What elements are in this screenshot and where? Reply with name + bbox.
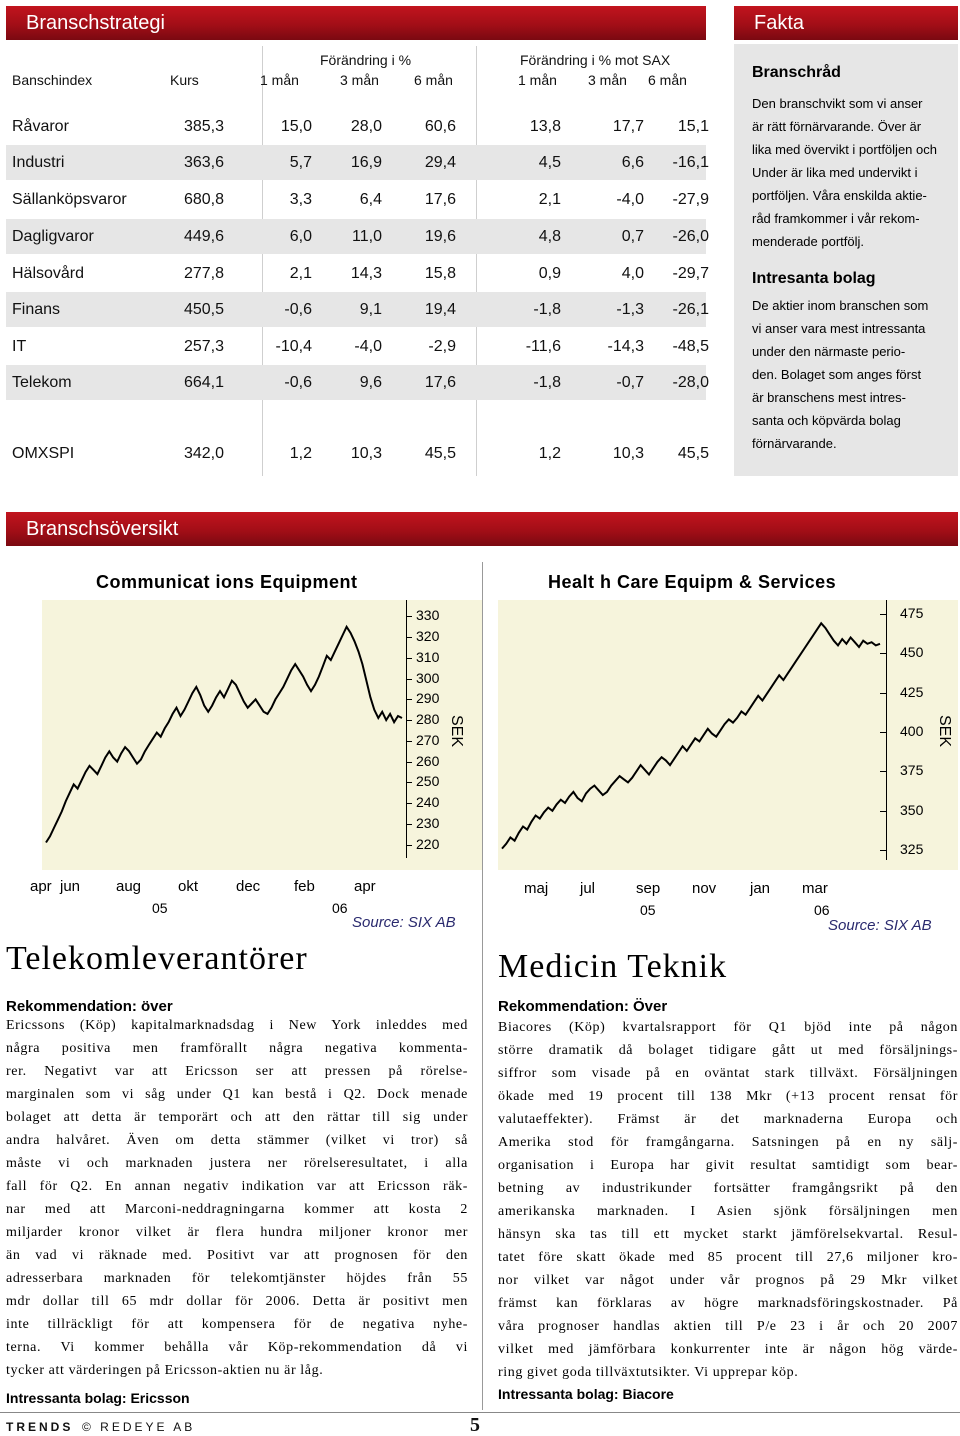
chart1-ytick-mark — [406, 782, 412, 783]
table-cell: 9,1 — [359, 301, 382, 318]
row-label: Sällanköpsvaror — [12, 191, 127, 208]
text-line: är rätt förnärvarande. Över är — [752, 119, 922, 134]
text-line: är branschens mest intres- — [752, 390, 906, 405]
chart1-xtick-label: jun — [60, 878, 81, 895]
text-line: vi anser vara mest intressanta — [752, 321, 926, 336]
table-cell: 6,0 — [289, 228, 312, 245]
table-row — [6, 145, 709, 180]
article1-title: Telekomleverantörer — [6, 940, 308, 977]
chart2-ytick-mark — [880, 811, 886, 812]
chart1-ytick-label: 310 — [416, 648, 440, 665]
article-line: nor vilket var något under vår prognos på 29 Mkr vilket — [498, 1273, 958, 1288]
chart2-ytick-label: 450 — [900, 644, 924, 661]
table-cell: 1,2 — [289, 445, 312, 462]
chart1-ytick-label: 240 — [416, 794, 440, 811]
table-cell: -11,6 — [525, 338, 561, 355]
article-line: rer. Negativt var att Ericsson ser att pressen på rörelse- — [6, 1064, 468, 1079]
column-header: 6 mån — [414, 72, 453, 88]
article-line: fall för Q2. En annan negativ indikation var att Ericsson räk- — [6, 1179, 468, 1194]
table-cell: 14,3 — [350, 265, 382, 282]
chart2-ytick-mark — [880, 653, 886, 654]
chart1-plot — [42, 600, 407, 870]
table-cell: 680,8 — [183, 191, 224, 208]
chart2-ytick-label: 350 — [900, 801, 924, 818]
table-cell: -1,8 — [533, 374, 561, 391]
table-row — [6, 219, 709, 254]
table-cell: 10,3 — [350, 445, 382, 462]
article-line: valutaeffekter). Främst är det marknaderna Europa och — [498, 1112, 958, 1127]
article-line: Amerika stod för framgångarna. Satsningen på en ny sälj- — [498, 1135, 958, 1150]
chart2-ylabel: SEK — [936, 714, 954, 748]
chart2-xtick-label: mar — [802, 880, 828, 897]
article1-recommendation: Rekommendation: över — [6, 998, 173, 1015]
fakta-heading-bolag: Intresanta bolag — [752, 270, 876, 287]
article-line: andra halvåret. Även om detta stämmer (vilket vi tror) så — [6, 1133, 468, 1148]
chart2-year-06: 06 — [814, 902, 830, 918]
text-line: menderade portfölj. — [752, 234, 865, 249]
table-cell: 3,3 — [289, 191, 312, 208]
table-cell: -26,0 — [672, 228, 709, 245]
strategy-title: Branschstrategi — [26, 12, 165, 34]
table-cell: 664,1 — [183, 374, 224, 391]
chart1-xtick-label: aug — [116, 878, 142, 895]
chart2-ytick-mark — [880, 732, 886, 733]
table-cell: 342,0 — [183, 445, 224, 462]
chart2-xtick-label: maj — [524, 880, 549, 897]
table-cell: 0,7 — [621, 228, 644, 245]
text-line: Den branschvikt som vi anser — [752, 96, 923, 111]
table-cell: -0,7 — [616, 374, 644, 391]
article-line: ökade med 19 procent till 138 Mkr (+13 procent rensat för — [498, 1089, 958, 1104]
article-line: hänsyn ska tas till ett mycket starkt jämförelsekvartal. Resul- — [498, 1227, 958, 1242]
table-cell: 449,6 — [183, 228, 224, 245]
article-line: organisation i Europa har givit resultat samtidigt som bear- — [498, 1158, 958, 1173]
table-row — [6, 109, 709, 144]
text-line: råd framkommer i vår rekom- — [752, 211, 920, 226]
chart1-xtick-label: dec — [236, 878, 261, 895]
column-header: 3 mån — [340, 72, 379, 88]
article-line: miljarder kronor vilket är flera hundra miljoner kronor mer — [6, 1225, 468, 1240]
chart1-ytick-label: 290 — [416, 690, 440, 707]
fakta-header — [734, 6, 958, 40]
row-label: IT — [12, 338, 27, 355]
article-line: ring givet goda tillväxtutsikter. Vi upprepar köp. — [498, 1365, 799, 1380]
fakta-text-bolag — [752, 294, 946, 455]
chart1-ytick-label: 270 — [416, 731, 440, 748]
table-row — [6, 256, 709, 291]
group-header-change: Förändring i % — [320, 52, 412, 68]
chart1-xtick-label: feb — [294, 878, 315, 895]
table-cell: 17,7 — [612, 118, 644, 135]
article-line: måste vi och marknaden justera ner rörelseresultatet, i alla — [6, 1156, 468, 1171]
chart1-ytick-mark — [406, 699, 412, 700]
table-cell: 450,5 — [183, 301, 224, 318]
row-label: Råvaror — [12, 118, 69, 135]
table-cell: 2,1 — [538, 191, 561, 208]
column-header: 1 mån — [260, 72, 299, 88]
table-cell: 9,6 — [359, 374, 382, 391]
table-cell: 19,6 — [424, 228, 456, 245]
table-cell: 15,1 — [677, 118, 709, 135]
table-cell: 60,6 — [424, 118, 456, 135]
chart2-title: Healt h Care Equipm & Services — [548, 572, 837, 592]
chart2-ytick-label: 375 — [900, 762, 924, 779]
column-header: Kurs — [170, 72, 199, 88]
table-cell: 257,3 — [183, 338, 224, 355]
table-cell: -1,8 — [533, 301, 561, 318]
chart1-ytick-label: 260 — [416, 752, 440, 769]
table-cell: 5,7 — [289, 154, 312, 171]
chart2-series-line — [502, 623, 880, 848]
chart1-axis — [406, 600, 407, 858]
table-cell: 10,3 — [612, 445, 644, 462]
article-line: tycker att värderingen på Ericsson-aktien nu är låg. — [6, 1363, 324, 1378]
chart1-ytick-mark — [406, 679, 412, 680]
text-line: förnärvarande. — [752, 436, 837, 451]
table-cell: 385,3 — [183, 118, 224, 135]
chart2-xtick-label: jan — [750, 880, 771, 897]
chart2-source: Source: SIX AB — [828, 917, 932, 934]
chart2-xtick-label: sep — [636, 880, 661, 897]
table-cell: -1,3 — [616, 301, 644, 318]
article2-interesting: Intressanta bolag: Biacore — [498, 1386, 674, 1402]
table-cell: 6,4 — [359, 191, 382, 208]
table-cell: 4,5 — [538, 154, 561, 171]
chart2-ytick-mark — [880, 614, 886, 615]
table-cell: 15,8 — [424, 265, 456, 282]
table-cell: 28,0 — [350, 118, 382, 135]
table-row — [6, 329, 709, 364]
table-cell: -27,9 — [672, 191, 709, 208]
chart1-ytick-label: 250 — [416, 773, 440, 790]
chart1-ytick-mark — [406, 720, 412, 721]
chart2-ytick-label: 400 — [900, 723, 924, 739]
chart1-ytick-mark — [406, 762, 412, 763]
table-cell: 29,4 — [424, 154, 456, 171]
table-cell: 13,8 — [529, 118, 561, 135]
text-line: De aktier inom branschen som — [752, 298, 929, 313]
fakta-box — [734, 44, 958, 476]
article-line: våra prognoser handlas aktien till P/e 23 i år och 20 2007 — [498, 1319, 958, 1334]
row-label: Hälsovård — [12, 265, 85, 282]
article-line: Ericssons (Köp) kapitalmarknadsdag i New York inleddes med — [6, 1018, 468, 1033]
chart1-xtick-label: apr — [30, 878, 52, 895]
table-cell: -29,7 — [672, 265, 709, 282]
chart2-ytick-mark — [880, 771, 886, 772]
article-line: tatet före skatt ökade med 85 procent till 27,6 miljoner kro- — [498, 1250, 958, 1265]
article-line: vilket med jämförbara konkurrenter inte är någon hög värde- — [498, 1342, 958, 1357]
table-cell: 1,2 — [538, 445, 561, 462]
row-label: Dagligvaror — [12, 228, 94, 245]
text-line: under den närmaste perio- — [752, 344, 906, 359]
table-cell: 363,6 — [183, 154, 224, 171]
article-line: mdr dollar till 65 mdr dollar för 2006. Detta är positivt men — [6, 1294, 468, 1309]
table-row — [6, 436, 709, 471]
table-cell: -2,9 — [428, 338, 456, 355]
chart1-ytick-label: 230 — [416, 814, 440, 831]
chart2-ytick-mark — [880, 850, 886, 851]
row-label: Finans — [12, 301, 61, 318]
footer-rule — [0, 1412, 960, 1413]
article-line: större dramatik då bolaget tidigare gått ut med försäljnings- — [498, 1043, 958, 1058]
chart2-axis — [886, 600, 887, 860]
article-line: nar med att Marconi-neddragningarna kommer att kosta 2 — [6, 1202, 468, 1217]
table-cell: 45,5 — [424, 445, 456, 462]
article-line: främst kan förklaras av högre marknadsföringskostnader. På — [498, 1296, 958, 1311]
column-divider — [482, 562, 483, 1410]
chart1-xtick-label: okt — [178, 878, 199, 895]
chart1-year-05: 05 — [152, 900, 168, 916]
overview-header — [6, 512, 958, 546]
table-cell: -26,1 — [672, 301, 709, 318]
chart1-ytick-mark — [406, 637, 412, 638]
text-line: santa och köpvärda bolag — [752, 413, 901, 428]
chart1-ytick-mark — [406, 824, 412, 825]
table-cell: 19,4 — [424, 301, 456, 318]
article2-title: Medicin Teknik — [498, 948, 728, 985]
chart1-ylabel: SEK — [448, 714, 466, 748]
row-label: OMXSPI — [12, 445, 75, 462]
chart1-series-line — [46, 627, 402, 843]
column-header: 3 mån — [588, 72, 627, 88]
article-line: adresserbara marknaden för telekomtjänster höjdes från 55 — [6, 1271, 468, 1286]
row-label: Telekom — [12, 374, 72, 391]
chart2-ytick-label: 325 — [900, 841, 924, 858]
overview-title: Branschsöversikt — [26, 518, 179, 540]
fakta-text-branschrad — [752, 92, 946, 253]
chart1-ytick-mark — [406, 803, 412, 804]
row-label: Industri — [12, 154, 65, 171]
chart2-xtick-label: jul — [580, 880, 596, 897]
table-cell: -4,0 — [354, 338, 382, 355]
table-cell: -0,6 — [284, 301, 312, 318]
chart1-xtick-label: apr — [354, 878, 376, 895]
table-cell: 17,6 — [424, 374, 456, 391]
table-cell: 17,6 — [424, 191, 456, 208]
article-line: siffror som visade på en oväntat stark tillväxt. Försäljningen — [498, 1066, 958, 1081]
table-cell: -0,6 — [284, 374, 312, 391]
fakta-title: Fakta — [754, 12, 805, 34]
table-cell: -48,5 — [672, 338, 709, 355]
table-cell: 2,1 — [289, 265, 312, 282]
table-cell: 277,8 — [183, 265, 224, 282]
group-header-change-sax: Förändring i % mot SAX — [520, 52, 671, 68]
chart2-xtick-label: nov — [692, 880, 717, 897]
column-header: 1 mån — [518, 72, 557, 88]
table-cell: -28,0 — [672, 374, 709, 391]
footer-brand: TRENDS — [6, 1420, 74, 1434]
article-line: betning av industrikunder fortsätter framgångsrikt på den — [498, 1181, 958, 1196]
table-cell: -10,4 — [275, 338, 312, 355]
article-line: Biacores (Köp) kvartalsrapport för Q1 bjöd inte på någon — [498, 1020, 958, 1035]
table-cell: 11,0 — [352, 228, 382, 245]
chart2-ytick-label: 425 — [900, 683, 924, 700]
table-cell: 6,6 — [621, 154, 644, 171]
chart1-ytick-label: 300 — [416, 669, 440, 686]
chart1-ytick-mark — [406, 741, 412, 742]
chart1-title: Communicat ions Equipment — [96, 572, 358, 592]
chart2-ytick-label: 475 — [900, 604, 924, 621]
article-line: än vad vi räknade med. Positivt var att prognosen för den — [6, 1248, 468, 1263]
text-line: den. Bolaget som anges först — [752, 367, 922, 382]
chart1-ytick-mark — [406, 658, 412, 659]
article-line: marginalen som vi såg under Q1 kan bestå i Q2. Dock menade — [6, 1087, 468, 1102]
table-cell: 15,0 — [280, 118, 312, 135]
footer-copyright: © REDEYE AB — [82, 1420, 196, 1434]
page-number: 5 — [470, 1414, 480, 1436]
article-line: amerikanska marknaden. I Asien sjönk försäljningen men — [498, 1204, 958, 1219]
strategy-header — [6, 6, 706, 40]
table-cell: -4,0 — [616, 191, 644, 208]
table-row — [6, 182, 709, 217]
text-line: lika med övervikt i portföljen och — [752, 142, 937, 157]
article1-body — [6, 1014, 468, 1382]
column-header: 6 mån — [648, 72, 687, 88]
table-cell: 4,8 — [538, 228, 561, 245]
table-cell: 45,5 — [677, 445, 709, 462]
article-line: inte tillräckligt för att kompensera för de negativa nyhe- — [6, 1317, 468, 1332]
chart1-source: Source: SIX AB — [352, 914, 456, 931]
chart2-year-05: 05 — [640, 902, 656, 918]
text-line: Under är lika med undervikt i — [752, 165, 918, 180]
fakta-heading-branschrad: Branschråd — [752, 64, 841, 81]
article-line: några positiva men framförallt några negativa kommenta- — [6, 1041, 468, 1056]
chart1-year-06: 06 — [332, 900, 348, 916]
article-line: terna. Vi kommer behålla vår Köp-rekommendation då vi — [6, 1340, 468, 1355]
chart1-ytick-mark — [406, 845, 412, 846]
column-header: Banschindex — [12, 72, 93, 88]
article-line: bolaget att detta är temporärt och att den rättar till sig under — [6, 1110, 468, 1125]
table-row — [6, 292, 709, 327]
table-row — [6, 365, 709, 400]
chart1-ytick-label: 320 — [416, 628, 440, 645]
chart2-plot — [498, 600, 886, 870]
table-cell: -16,1 — [672, 154, 709, 171]
table-cell: 16,9 — [350, 154, 382, 171]
chart1-ytick-label: 330 — [416, 607, 440, 624]
table-cell: 0,9 — [538, 265, 561, 282]
article2-body — [498, 1016, 958, 1384]
text-line: portföljen. Våra enskilda aktie- — [752, 188, 927, 203]
article2-recommendation: Rekommendation: Över — [498, 998, 668, 1015]
table-cell: -14,3 — [607, 338, 644, 355]
chart1-ytick-label: 280 — [416, 711, 440, 728]
chart2-ytick-mark — [880, 693, 886, 694]
table-cell: 4,0 — [621, 265, 644, 282]
chart1-ytick-mark — [406, 616, 412, 617]
article1-interesting: Intressanta bolag: Ericsson — [6, 1390, 190, 1406]
chart1-ytick-label: 220 — [416, 835, 440, 852]
